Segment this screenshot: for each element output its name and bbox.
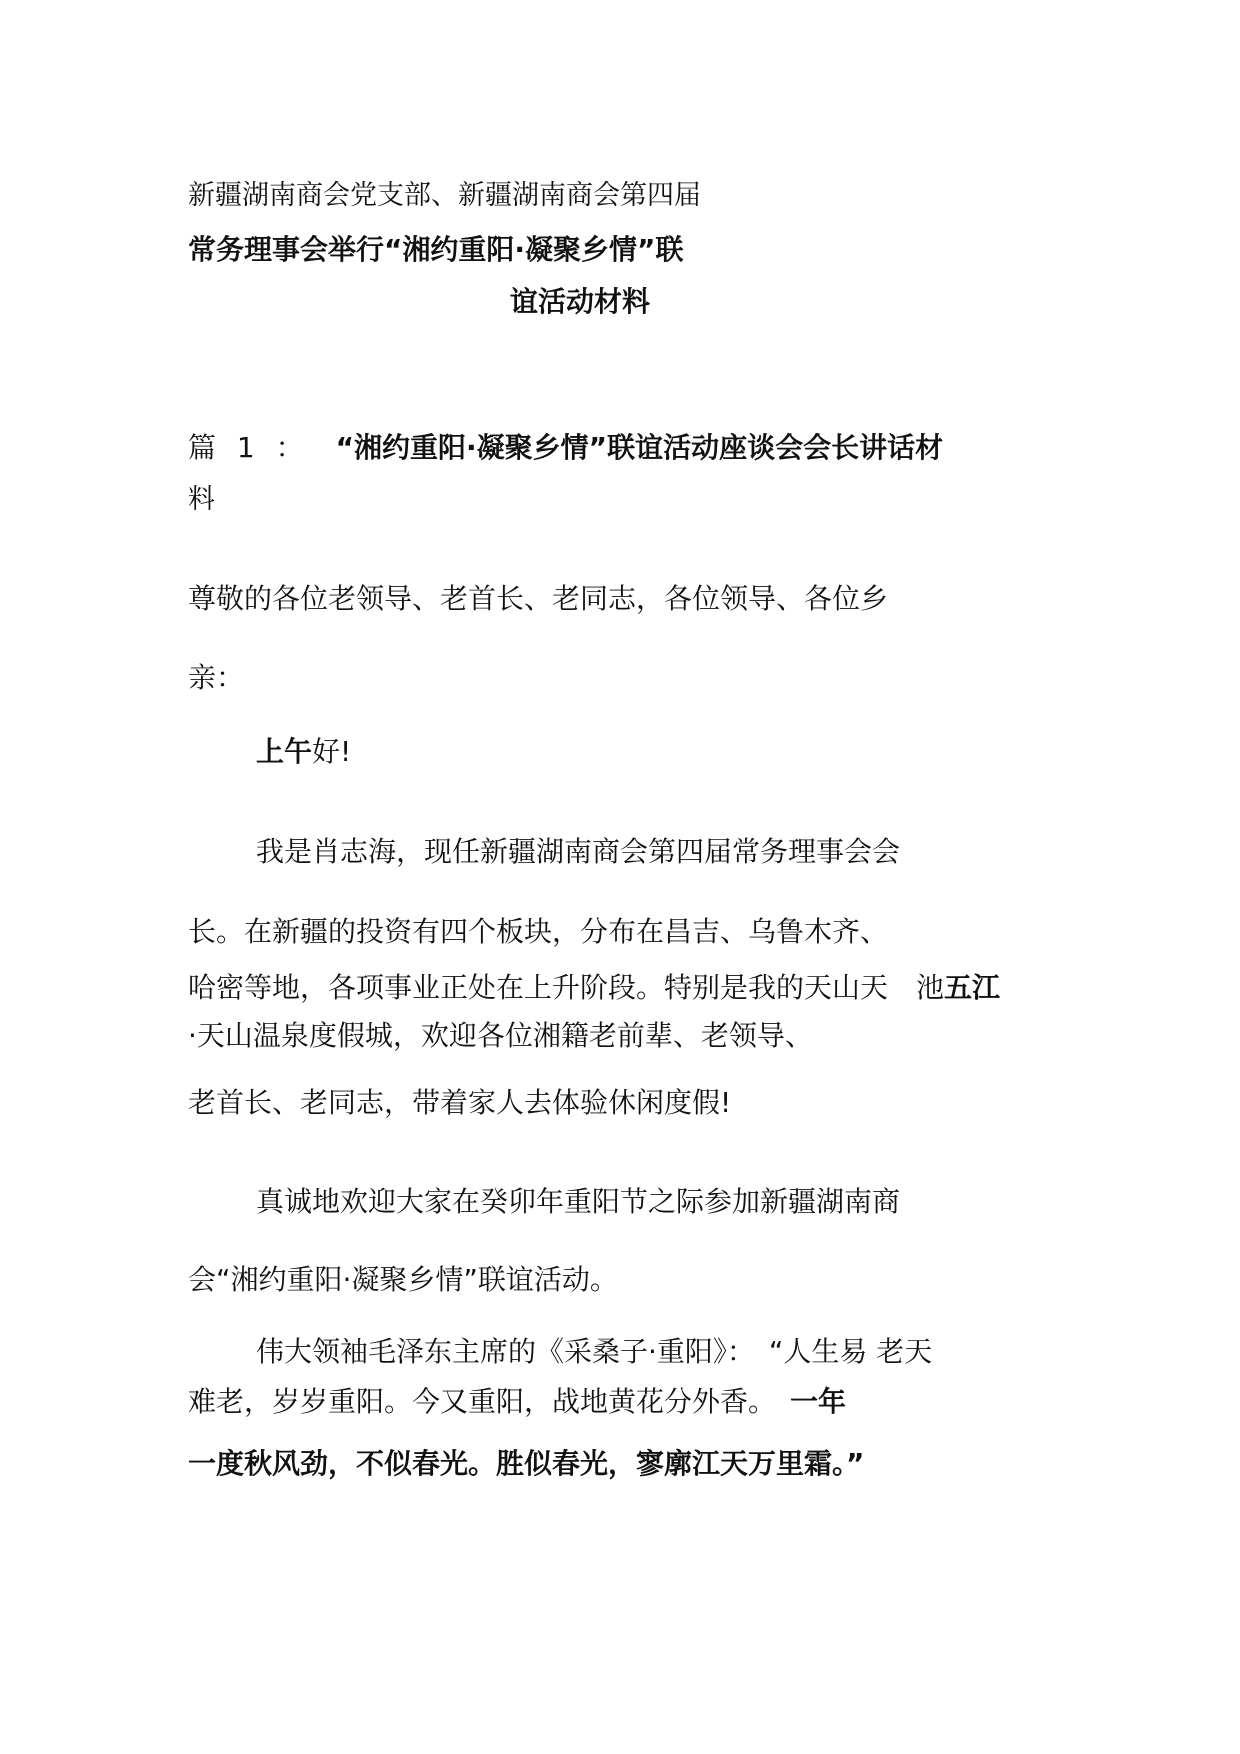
poem-line-3: 一度秋风劲，不似春光。胜似春光，寥廓江天万里霜。” — [188, 1447, 865, 1480]
intro-line-3 — [188, 970, 1000, 1006]
section-heading — [188, 430, 943, 466]
poem-line-2-text: 难老，岁岁重阳。今又重阳，战地黄花分外香。 — [188, 1385, 791, 1418]
hello-line — [256, 734, 351, 770]
intro-line-3-text: 哈密等地，各项事业正处在上升阶段。特别是我的天山天 池 — [188, 971, 945, 1004]
document-title-line-3: 谊活动材料 — [510, 285, 651, 318]
intro-line-2: 长。在新疆的投资有四个板块，分布在昌吉、乌鲁木齐、 — [188, 915, 889, 948]
greeting-line-2: 亲： — [188, 661, 245, 694]
document-title-line-2: 常务理事会举行“湘约重阳·凝聚乡情”联 — [188, 233, 684, 266]
poem-line-1: 伟大领袖毛泽东主席的《采桑子·重阳》： “人生易 老天 — [256, 1335, 933, 1368]
intro-line-1: 我是肖志海，现任新疆湖南商会第四届常务理事会会 — [256, 835, 901, 868]
welcome-line-1: 真诚地欢迎大家在癸卯年重阳节之际参加新疆湖南商 — [256, 1185, 901, 1218]
hello-bold-text: 上午 — [256, 735, 313, 768]
intro-line-3-bold-text: 五江 — [944, 971, 1001, 1004]
hello-rest-text: 好! — [312, 735, 352, 768]
section-label: 篇 1 ： — [188, 431, 310, 464]
section-heading-continued: 料 — [188, 484, 215, 515]
poem-line-2-bold-text: 一年 — [790, 1385, 847, 1418]
intro-line-4: ·天山温泉度假城，欢迎各位湘籍老前辈、老领导、 — [188, 1019, 813, 1052]
greeting-line-1: 尊敬的各位老领导、老首长、老同志，各位领导、各位乡 — [188, 582, 889, 615]
intro-line-5: 老首长、老同志，带着家人去体验休闲度假! — [188, 1086, 732, 1119]
section-heading-text: “湘约重阳·凝聚乡情”联谊活动座谈会会长讲话材 — [335, 431, 944, 464]
document-title-line-1: 新疆湖南商会党支部、新疆湖南商会第四届 — [188, 180, 701, 211]
poem-line-2 — [188, 1384, 846, 1420]
welcome-line-2: 会“湘约重阳·凝聚乡情”联谊活动。 — [188, 1263, 618, 1296]
